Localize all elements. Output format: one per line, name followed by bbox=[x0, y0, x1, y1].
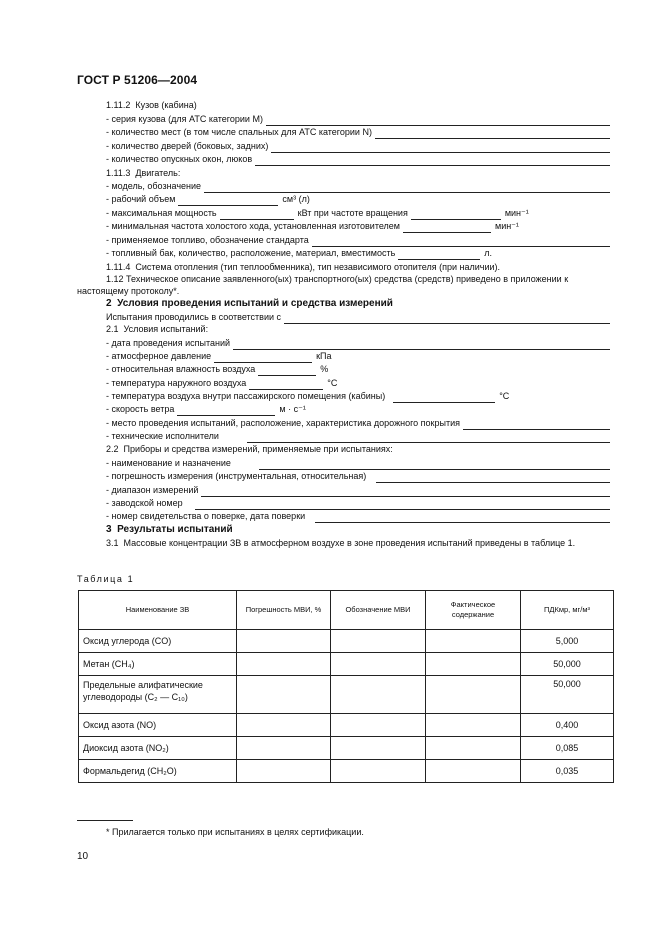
cell-method bbox=[331, 714, 426, 737]
footnote-divider bbox=[77, 820, 133, 821]
field-instrument-name: - наименование и назначение bbox=[106, 457, 610, 470]
cell-error bbox=[237, 760, 331, 783]
cell-error bbox=[237, 737, 331, 760]
header-mac: ПДКмр, мг/м³ bbox=[521, 591, 614, 630]
field-engine-model: - модель, обозначение bbox=[106, 180, 610, 193]
table-header-row bbox=[79, 591, 614, 630]
field-compliance: Испытания проводились в соответствии с bbox=[106, 311, 610, 324]
field-fuel-tank: - топливный бак, количество, расположение, материал, вместимость л. bbox=[106, 248, 493, 258]
section-2-1-title: 2.1 Условия испытаний: bbox=[106, 324, 209, 334]
field-idle-speed: - минимальная частота холостого хода, установленная изготовителем мин⁻¹ bbox=[106, 221, 519, 231]
field-certificate: - номер свидетельства о поверке, дата поверки bbox=[106, 510, 610, 523]
cell-mac: 50,000 bbox=[521, 653, 614, 676]
cell-mac: 0,085 bbox=[521, 737, 614, 760]
cell-error bbox=[237, 714, 331, 737]
field-range: - диапазон измерений bbox=[106, 484, 610, 497]
cell-mac: 50,000 bbox=[521, 676, 614, 714]
field-body-series: - серия кузова (для АТС категории М) bbox=[106, 113, 610, 126]
cell-method bbox=[331, 737, 426, 760]
cell-method bbox=[331, 760, 426, 783]
header-method: Обозначение МВИ bbox=[331, 591, 426, 630]
table-row bbox=[79, 714, 614, 737]
field-humidity: - относительная влажность воздуха % bbox=[106, 364, 329, 374]
section-1-12: 1.12 Техническое описание заявленного(ых) транспортного(ых) средства (средств) приведено в приложении к настоящему протоколу*. bbox=[77, 274, 569, 296]
table-row bbox=[79, 676, 614, 714]
cell-error bbox=[237, 653, 331, 676]
page-number: 10 bbox=[77, 851, 89, 862]
table-caption: Таблица 1 bbox=[77, 574, 135, 584]
field-test-date: - дата проведения испытаний bbox=[106, 337, 610, 350]
cell-method bbox=[331, 653, 426, 676]
cell-actual bbox=[426, 714, 521, 737]
cell-mac: 5,000 bbox=[521, 630, 614, 653]
cell-actual bbox=[426, 676, 521, 714]
cell-actual bbox=[426, 760, 521, 783]
field-max-power: - максимальная мощность кВт при частоте вращения мин⁻¹ bbox=[106, 208, 529, 218]
field-outside-temp: - температура наружного воздуха °С bbox=[106, 378, 338, 388]
field-executors: - технические исполнители bbox=[106, 430, 610, 443]
section-3-1: 3.1 Массовые концентрации ЗВ в атмосферном воздухе в зоне проведения испытаний приведены в таблице 1. bbox=[106, 538, 576, 548]
cell-method bbox=[331, 676, 426, 714]
section-1-11-2-title: 1.11.2 Кузов (кабина) bbox=[106, 100, 197, 110]
cell-substance: Оксид углерода (CO) bbox=[79, 630, 237, 653]
cell-method bbox=[331, 630, 426, 653]
table-row bbox=[79, 630, 614, 653]
cell-substance: Метан (CH₄) bbox=[79, 653, 237, 676]
field-displacement: - рабочий объем см³ (л) bbox=[106, 194, 310, 204]
field-cabin-temp: - температура воздуха внутри пассажирского помещения (кабины) °С bbox=[106, 391, 510, 401]
footnote: * Прилагается только при испытаниях в целях сертификации. bbox=[106, 827, 364, 837]
field-wind-speed: - скорость ветра м · с⁻¹ bbox=[106, 404, 306, 414]
header-actual: Фактическое содержание bbox=[426, 591, 521, 630]
cell-substance: Формальдегид (CH₂O) bbox=[79, 760, 237, 783]
cell-actual bbox=[426, 737, 521, 760]
cell-actual bbox=[426, 630, 521, 653]
section-2-2-title: 2.2 Приборы и средства измерений, применяемые при испытаниях: bbox=[106, 444, 393, 454]
cell-substance: Оксид азота (NO) bbox=[79, 714, 237, 737]
section-1-11-3-title: 1.11.3 Двигатель: bbox=[106, 168, 181, 178]
cell-error bbox=[237, 676, 331, 714]
section-1-11-4: 1.11.4 Система отопления (тип теплообменника), тип независимого отопителя (при наличии). bbox=[106, 262, 501, 272]
field-serial-number: - заводской номер bbox=[106, 497, 610, 510]
table-row bbox=[79, 737, 614, 760]
field-windows: - количество опускных окон, люков bbox=[106, 153, 610, 166]
section-3-title: 3 Результаты испытаний bbox=[106, 524, 233, 535]
header-substance: Наименование ЗВ bbox=[79, 591, 237, 630]
field-doors: - количество дверей (боковых, задних) bbox=[106, 140, 610, 153]
document-header: ГОСТ Р 51206—2004 bbox=[77, 73, 198, 87]
field-pressure: - атмосферное давление кПа bbox=[106, 351, 332, 361]
section-2-title: 2 Условия проведения испытаний и средства измерений bbox=[106, 298, 393, 309]
results-table bbox=[78, 590, 614, 783]
table-row bbox=[79, 653, 614, 676]
field-measurement-error: - погрешность измерения (инструментальная, относительная) bbox=[106, 470, 610, 483]
cell-error bbox=[237, 630, 331, 653]
cell-substance: Диоксид азота (NO₂) bbox=[79, 737, 237, 760]
field-test-place: - место проведения испытаний, расположение, характеристика дорожного покрытия bbox=[106, 417, 610, 430]
cell-mac: 0,400 bbox=[521, 714, 614, 737]
field-seats: - количество мест (в том числе спальных для АТС категории N) bbox=[106, 126, 610, 139]
cell-substance: Предельные алифатические углеводороды (C₂ — C₁₀) bbox=[79, 676, 237, 714]
field-fuel: - применяемое топливо, обозначение стандарта bbox=[106, 234, 610, 247]
table-row bbox=[79, 760, 614, 783]
header-error: Погрешность МВИ, % bbox=[237, 591, 331, 630]
cell-mac: 0,035 bbox=[521, 760, 614, 783]
cell-actual bbox=[426, 653, 521, 676]
